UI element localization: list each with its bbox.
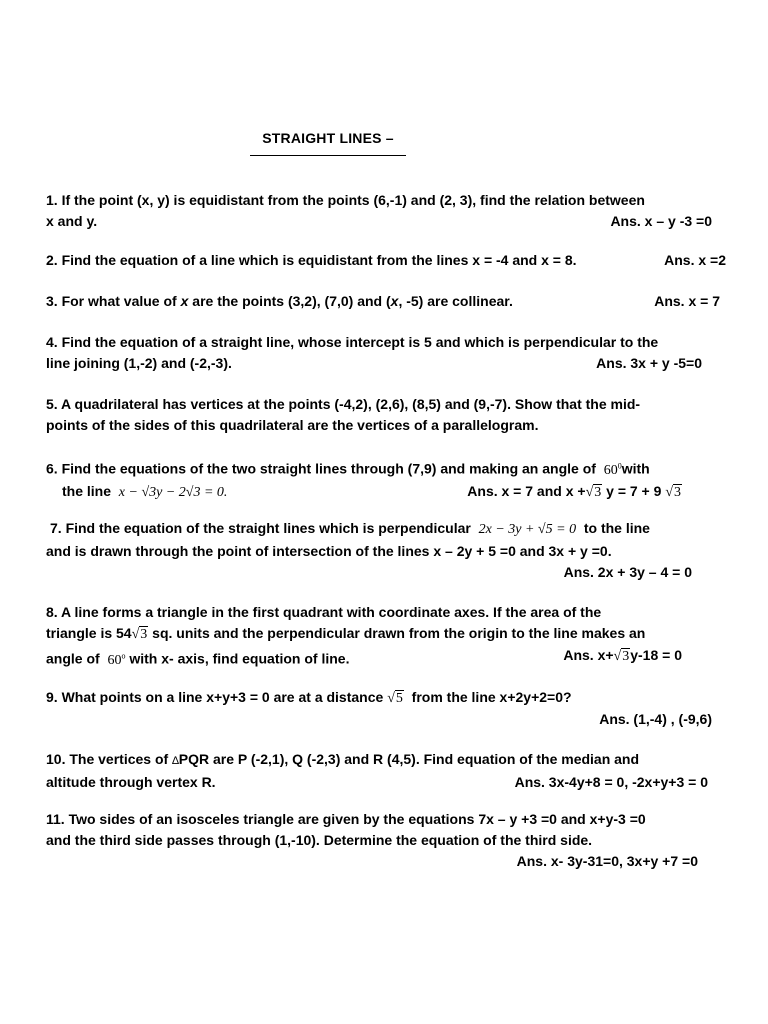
equation: x − √3y − 2√3 = 0. [118,484,228,500]
question-8 [46,602,726,671]
question-text: and is drawn through the point of intersection of the lines x – 2y + 5 =0 and 3x + y =0. [46,543,612,559]
question-2 [46,250,726,271]
question-text: 9. What points on a line x+y+3 = 0 are at a distance √5 from the line x+2y+2=0? [46,689,572,706]
answer: Ans. x = 7 [654,293,720,309]
question-7-continued [46,541,726,583]
question-7 [50,518,730,540]
question-5 [46,394,726,436]
answer: Ans. x = 7 and x +√3 y = 7 + 9 √3 [467,482,681,500]
question-4 [46,332,726,374]
question-text: 7. Find the equation of the straight lines which is perpendicular 2x − 3y + √5 = 0 to the line [50,520,650,537]
question-6 [46,455,726,503]
answer: Ans. (1,-4) , (-9,6) [599,711,712,727]
angle-value: $60^0$ [603,461,622,478]
question-text: 2. Find the equation of a line which is equidistant from the lines x = -4 and x = 8. [46,252,577,268]
question-text: 4. Find the equation of a straight line, whose intercept is 5 and which is perpendicular to the [46,334,659,350]
question-text: and the third side passes through (1,-10). Determine the equation of the third side. [46,832,593,848]
question-text: 10. The vertices of ∆PQR are P (-2,1), Q (-2,3) and R (4,5). Find equation of the median and [46,751,640,767]
question-text: 6. Find the equations of the two straight lines through (7,9) and making an angle of $60^0with$ [46,460,650,478]
title-underline [250,155,406,156]
answer: Ans. x+√3y-18 = 0 [563,647,682,664]
question-3 [46,291,726,312]
equation: 2x − 3y + √5 = 0 [478,522,577,537]
triangle-icon: ∆ [172,755,179,767]
question-text: triangle is 54√3 sq. units and the perpendicular drawn from the origin to the line makes an [46,625,646,642]
answer: Ans. x- 3y-31=0, 3x+y +7 =0 [516,853,698,869]
answer: Ans. 3x + y -5=0 [596,355,702,371]
question-text: points of the sides of this quadrilateral are the vertices of a parallelogram. [46,417,539,433]
question-text: 5. A quadrilateral has vertices at the points (-4,2), (2,6), (8,5) and (9,-7). Show that the mid- [46,396,641,412]
question-text: line joining (1,-2) and (-2,-3). [46,355,232,371]
question-10 [46,749,726,793]
question-1 [46,190,726,232]
answer: Ans. x – y -3 =0 [610,213,712,229]
question-text: altitude through vertex R. [46,774,216,790]
question-text: 11. Two sides of an isosceles triangle are given by the equations 7x – y +3 =0 and x+y-3 =0 [46,811,646,827]
question-11 [46,809,726,872]
angle-value: 60$^o$ [107,651,126,668]
question-text: 8. A line forms a triangle in the first quadrant with coordinate axes. If the area of the [46,604,602,620]
question-text: x and y. [46,213,98,229]
question-text: 1. If the point (x, y) is equidistant from the points (6,-1) and (2, 3), find the relation between [46,192,645,208]
answer: Ans. x =2 [664,252,726,268]
question-text: angle of 60$^o$ with x- axis, find equation of line. [46,650,350,668]
answer: Ans. 2x + 3y – 4 = 0 [563,564,692,580]
question-text: 3. For what value of x are the points (3,2), (7,0) and (x, -5) are collinear. [46,293,513,309]
question-text: the line x − √3y − 2√3 = 0. [62,482,228,500]
page-title: STRAIGHT LINES – [262,130,394,146]
answer: Ans. 3x-4y+8 = 0, -2x+y+3 = 0 [514,774,708,790]
question-9 [46,687,726,730]
